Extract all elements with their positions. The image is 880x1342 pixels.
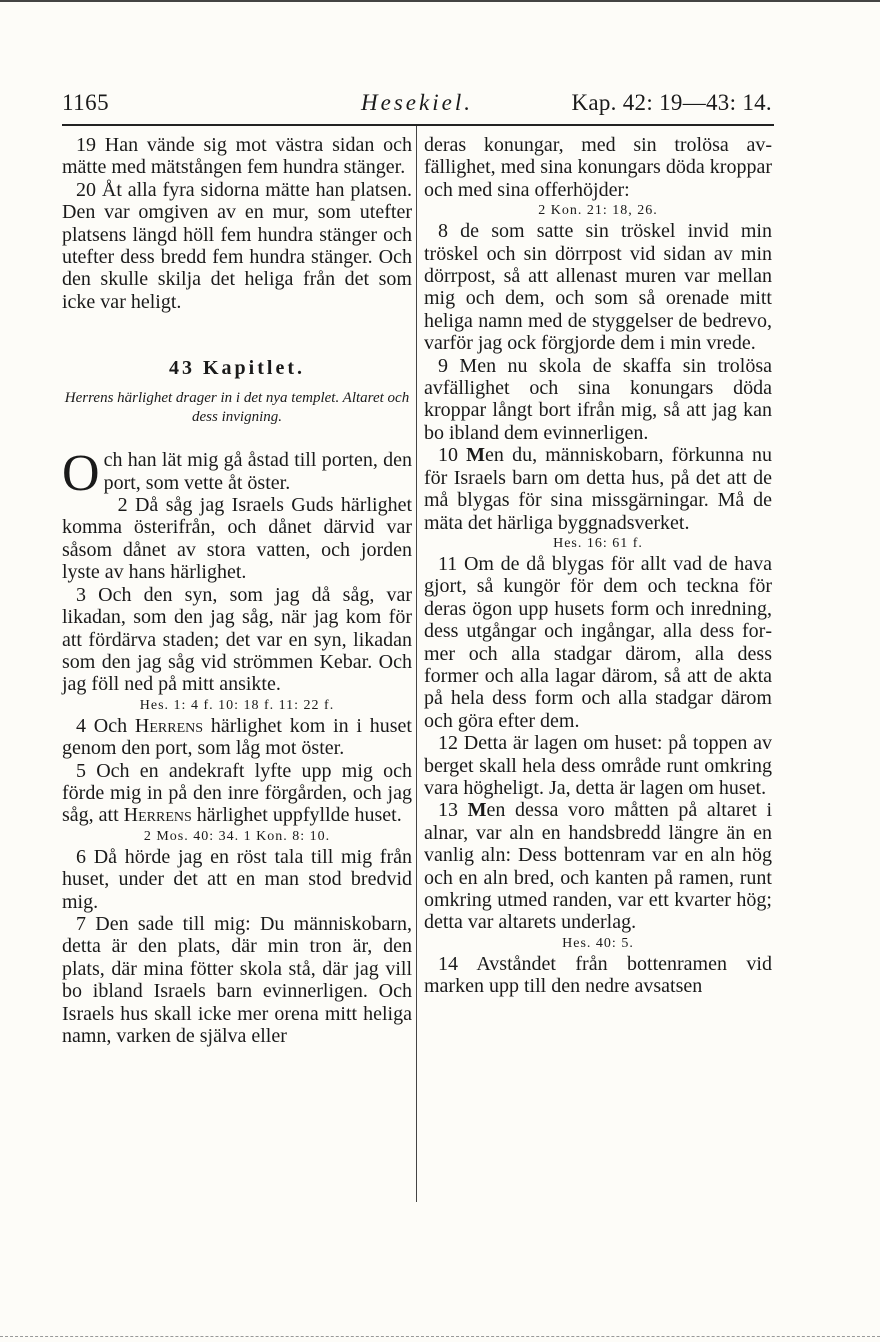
verse-13-text: en dessa voro måtten på altaret i alnar, var aln en handsbredd längre än en vanlig aln: Dess bottenram var en aln hög och en aln bred, och kanten på ramen, runt omkring utmed randen, var ett kvarter hög; detta var altarets underlag. <box>424 799 772 934</box>
cross-reference: 2 Kon. 21: 18, 26. <box>538 203 658 219</box>
book-title: Hesekiel. <box>361 90 473 115</box>
chapter-summary: Herrens härlighet drager in i det nya templet. Altaret och dess invigning. <box>64 390 410 426</box>
verse-10-initial: M <box>466 444 486 467</box>
page-bottom-edge <box>0 1336 880 1338</box>
verse-10-number: 10 <box>438 444 467 467</box>
verse-7-continued: deras konungar, med sin trolösa avfällighet, med sina konungars döda kroppar och med sina offerhöjder: <box>424 134 772 201</box>
verse-4-lord: Herrens <box>134 714 204 737</box>
running-header <box>62 90 772 124</box>
verse-8: 8 de som satte sin tröskel invid min tröskel och sin dörrpost vid sidan av min dörrpost, så att allenast muren var mellan mig och dem, och som så orenade mitt heliga namn med de styggelser de bedrevo, varför jag ock förgjorde dem i min vrede. <box>424 220 772 355</box>
verse-14: 14 Avståndet från bottenramen vid marken upp till den nedre avsatsen <box>424 952 772 998</box>
verse-6: 6 Då hörde jag en röst tala till mig från huset, under det att en man stod bredvid mig. <box>62 845 412 913</box>
verse-5-pre: 5 Och en andekraft lyfte upp mig och förde mig in på den inre förgården, och jag såg, att <box>62 759 412 827</box>
verse-5-post: härlighet uppfyllde huset. <box>191 804 402 827</box>
verse-13-initial: M <box>467 799 487 822</box>
verse-2: 2 Då såg jag Israels Guds härlighet komma österifrån, och dånet därvid var såsom dånet av stora vatten, och jorden lyste av hans härlighet. <box>62 494 412 584</box>
verse-4 <box>62 715 412 760</box>
column-divider <box>416 126 417 1202</box>
page-top-border <box>0 0 880 2</box>
verse-1-text: ch han lät mig gå åstad till porten, den port, som vette åt öster. <box>103 449 412 494</box>
cross-reference: Hes. 40: 5. <box>562 935 634 951</box>
verse-3: 3 Och den syn, som jag då såg, var likadan, som den jag såg, när jag kom för att fördärva staden; det var en syn, likadan som den jag såg vid strömmen Kebar. Och jag föll ned på mitt ansikte. <box>62 583 412 696</box>
verse-13-number: 13 <box>438 799 468 822</box>
verse-9: 9 Men nu skola de skaffa sin trolösa avfällighet och sina konungars döda kroppar långt bort ifrån mig, så att jag kan bo ibland dem evinnerligen. <box>424 354 772 444</box>
verse-4-pre: 4 Och <box>76 714 135 737</box>
verse-12: 12 Detta är lagen om huset: på toppen av berget skall hela dess område runt omkring vara högheligt. Ja, detta är lagen om huset. <box>424 732 772 799</box>
left-column <box>62 134 412 1047</box>
verse-10-text: en du, människobarn, förkunna nu för Israels barn om detta hus, på det att de må blygas för sina missgärningar. Må de mäta det härliga byggnadsverket. <box>424 444 773 534</box>
verse-19: 19 Han vände sig mot västra sidan och mätte med mätstången fem hundra stänger. <box>62 134 412 179</box>
verse-5 <box>62 760 412 827</box>
chapter-heading: 43 Kapitlet. <box>169 357 305 380</box>
verse-4-post: härlighet kom in i huset genom den port, som låg mot öster. <box>62 714 412 760</box>
verse-13 <box>424 799 772 933</box>
cross-reference: Hes. 16: 61 f. <box>553 535 643 551</box>
cross-reference: 2 Mos. 40: 34. 1 Kon. 8: 10. <box>143 828 331 844</box>
verse-20: 20 Åt alla fyra sidorna mätte han platsen. Den var omgiven av en mur, som utefter platsens längd höll fem hundra stänger och utefter dess bredd fem hundra stänger. Och den skulle skilja det heliga från det som icke var heligt. <box>62 178 412 313</box>
verse-5-lord: Herrens <box>123 804 192 827</box>
drop-cap: O <box>62 445 100 503</box>
verse-10 <box>424 444 772 534</box>
page-number: 1165 <box>62 90 110 115</box>
cross-reference: Hes. 1: 4 f. 10: 18 f. 11: 22 f. <box>139 697 335 713</box>
verse-11: 11 Om de då blygas för allt vad de hava gjort, så kungör för dem och teckna för deras ögon upp husets form och inredning, dess utgångar och ingångar, alla dess former och alla stadgar därom, alla dess former och alla lagar därom, så att de akta på hela dess form och alla stadgar därom och göra efter dem. <box>424 552 772 732</box>
right-column <box>424 134 772 998</box>
verse-7: 7 Den sade till mig: Du människobarn, detta är den plats, där min tron är, den plats, där mina fötter skola stå, där jag vill bo ibland Israels barn evinnerligen. Och Israels hus skall icke mer orena mitt heliga namn, varken de själva eller <box>62 912 412 1047</box>
verse-1 <box>62 445 412 503</box>
chapter-reference: Kap. 42: 19—43: 14. <box>571 90 772 115</box>
header-rule <box>62 124 774 126</box>
